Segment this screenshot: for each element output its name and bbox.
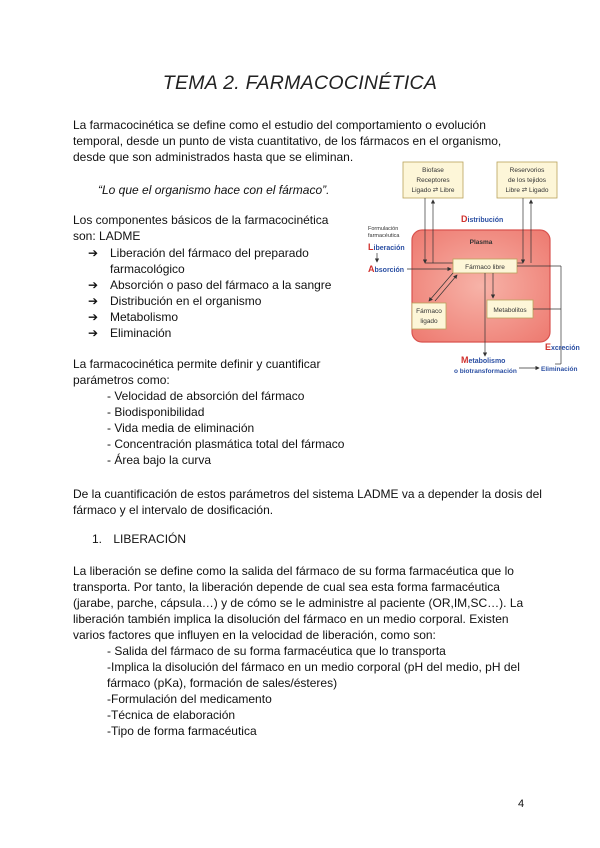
list-item: ➔ Eliminación <box>88 326 172 340</box>
excrecion-label: Excreción <box>545 342 580 352</box>
quote: “Lo que el organismo hace con el fármaco”. <box>98 183 330 197</box>
section-heading <box>92 531 186 547</box>
liberacion-label: Liberación <box>368 242 405 252</box>
arrow-icon: ➔ <box>88 326 99 340</box>
list-item: ➔ Metabolismo <box>88 310 179 324</box>
formacion-label: Formulación <box>368 226 399 232</box>
list-item: - Área bajo la curva <box>107 453 212 467</box>
list-item: -Tipo de forma farmacéutica <box>107 724 257 738</box>
parameters-intro: La farmacocinética permite definir y cuantificar parámetros como: <box>73 357 321 387</box>
list-item: ➔ Absorción o paso del fármaco a la sangre <box>88 278 332 292</box>
biofase-receptores: Receptores <box>416 177 450 184</box>
components-list <box>88 245 358 341</box>
arrow-icon: ➔ <box>88 278 99 292</box>
distribucion-label: Distribución <box>461 214 504 224</box>
list-item: ➔ Liberación del fármaco del preparado farmacológico <box>88 246 309 276</box>
page-number: 4 <box>518 798 525 810</box>
ladme-diagram <box>365 160 590 385</box>
list-item: - Salida del fármaco de su forma farmacéutica que lo transporta <box>107 644 446 658</box>
list-item: ➔ Distribución en el organismo <box>88 294 262 308</box>
plasma-label: Plasma <box>469 239 493 246</box>
formacion-label-2: farmacéutica <box>368 233 400 239</box>
list-item: - Vida media de eliminación <box>107 421 255 435</box>
section-number: 1. <box>92 532 103 546</box>
intro-paragraph: La farmacocinética se define como el estudio del comportamiento o evolución temporal, desde un punto de vista cuantitativo, de los fármacos en el organismo, desde que son administrados hasta que se eliminan. <box>73 118 502 164</box>
biofase-ligado-libre: Ligado ⇄ Libre <box>411 187 455 194</box>
farmaco-ligado-label-2: ligado <box>420 318 438 325</box>
components-intro: Los componentes básicos de la farmacocinética son: LADME <box>73 213 329 243</box>
reservorios-libre-ligado: Libre ⇄ Ligado <box>505 187 549 194</box>
liberation-paragraph: La liberación se define como la salida del fármaco de su forma farmacéutica que lo transporta. Por tanto, la liberación depende de cual sea esta forma farmacéutica (jarabe, parche, cápsula…) y de cómo se le administre al paciente (OR,IM,SC…). La liberación también implica la disolución del fármaco en un medio corporal. Existen varios factores que influyen en la velocidad de liberación, como son: <box>73 564 524 642</box>
list-item: - Biodisponibilidad <box>107 405 205 419</box>
page-title: TEMA 2. FARMACOCINÉTICA <box>162 72 438 94</box>
metabolismo-label: Metabolismo <box>461 355 506 365</box>
absorcion-label: Absorción <box>368 264 405 274</box>
biofase-label: Biofase <box>422 167 444 174</box>
reservorios-label: Reservorios <box>509 167 545 174</box>
list-item: -Técnica de elaboración <box>107 708 236 722</box>
liberation-factors-list <box>107 643 537 739</box>
arrow-icon: ➔ <box>88 294 99 308</box>
list-item: - Concentración plasmática total del fármaco <box>107 437 345 451</box>
list-item: - Velocidad de absorción del fármaco <box>107 389 305 403</box>
list-item: -Implica la disolución del fármaco en un medio corporal (pH del medio, pH del fármaco (pKa), formación de sales/ésteres) <box>107 660 520 690</box>
biotransformacion-label: o biotransformación <box>454 368 517 375</box>
list-item: -Formulación del medicamento <box>107 692 272 706</box>
metabolitos-label: Metabolitos <box>493 307 527 314</box>
farmaco-libre-label: Fármaco libre <box>465 264 505 271</box>
section-title: LIBERACIÓN <box>113 532 187 546</box>
conclusion-paragraph: De la cuantificación de estos parámetros del sistema LADME va a depender la dosis del fármaco y el intervalo de dosificación. <box>73 487 542 517</box>
farmaco-ligado-label: Fármaco <box>416 308 442 315</box>
farmaco-ligado-box <box>412 303 446 329</box>
eliminacion-label: Eliminación <box>541 366 578 373</box>
arrow-icon: ➔ <box>88 246 99 260</box>
arrow-icon: ➔ <box>88 310 99 324</box>
parameters-list <box>107 388 367 468</box>
reservorios-tejidos: de los tejidos <box>508 177 546 184</box>
